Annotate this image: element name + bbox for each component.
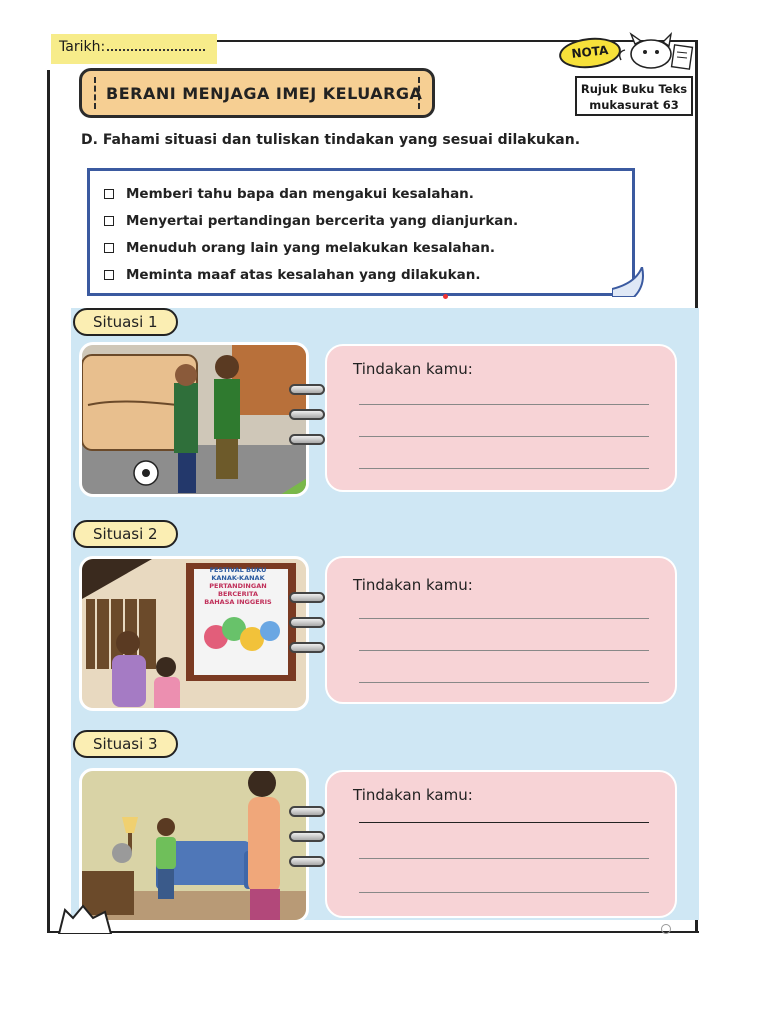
option-item	[104, 262, 632, 289]
date-blank[interactable]	[107, 39, 205, 51]
checkbox-icon[interactable]	[104, 216, 114, 226]
page-corner-mark	[661, 924, 671, 934]
worksheet-page	[47, 30, 699, 934]
situation-3-illustration	[79, 768, 309, 923]
textbook-reference	[575, 76, 693, 116]
situation-2-answer-card[interactable]	[325, 556, 677, 704]
answer-line[interactable]	[359, 404, 649, 405]
binder-ring-icon	[289, 409, 325, 420]
action-label: Tindakan kamu:	[353, 786, 473, 804]
cat-paw-icon	[55, 900, 113, 934]
situation-1-label: Situasi 1	[73, 308, 178, 336]
answer-line[interactable]	[359, 682, 649, 683]
poster-line-3: PERTANDINGAN	[209, 582, 267, 590]
situation-3-label: Situasi 3	[73, 730, 178, 758]
date-field	[51, 34, 217, 64]
situation-2-label: Situasi 2	[73, 520, 178, 548]
page-curl-icon	[612, 267, 646, 297]
option-text: Memberi tahu bapa dan mengakui kesalahan.	[126, 186, 474, 202]
action-label: Tindakan kamu:	[353, 360, 473, 378]
marker-dot	[443, 294, 448, 299]
scene-1-drawing	[82, 345, 309, 497]
option-item	[104, 181, 632, 208]
checkbox-icon[interactable]	[104, 243, 114, 253]
options-box	[87, 168, 635, 296]
action-label: Tindakan kamu:	[353, 576, 473, 594]
reference-line-1: Rujuk Buku Teks	[580, 82, 688, 96]
frame-bottom-line	[47, 931, 699, 933]
answer-line[interactable]	[359, 650, 649, 651]
reference-line-2: mukasurat 63	[589, 98, 679, 112]
answer-line[interactable]	[359, 822, 649, 823]
binder-ring-icon	[289, 856, 325, 867]
poster-line-1: FESTIVAL BUKU	[209, 566, 267, 574]
option-text: Menyertai pertandingan bercerita yang dianjurkan.	[126, 213, 519, 229]
poster-text	[191, 566, 285, 606]
situation-1-answer-card[interactable]	[325, 344, 677, 492]
binder-ring-icon	[289, 384, 325, 395]
binder-ring-icon	[289, 642, 325, 653]
option-item	[104, 235, 632, 262]
answer-line[interactable]	[359, 468, 649, 469]
cat-mascot-icon	[615, 32, 695, 72]
situation-3-answer-card[interactable]	[325, 770, 677, 918]
poster-line-2: KANAK-KANAK	[211, 574, 265, 582]
situation-1-illustration	[79, 342, 309, 497]
binder-ring-icon	[289, 831, 325, 842]
answer-line[interactable]	[359, 436, 649, 437]
frame-left-line	[47, 70, 50, 932]
option-text: Meminta maaf atas kesalahan yang dilakukan.	[126, 267, 481, 283]
answer-line[interactable]	[359, 618, 649, 619]
option-text: Menuduh orang lain yang melakukan kesalahan.	[126, 240, 496, 256]
poster-line-5: BAHASA INGGERIS	[204, 598, 272, 606]
binder-ring-icon	[289, 592, 325, 603]
binder-ring-icon	[289, 617, 325, 628]
answer-line[interactable]	[359, 892, 649, 893]
poster-line-4: BERCERITA	[218, 590, 258, 598]
binder-ring-icon	[289, 434, 325, 445]
scene-3-drawing	[82, 771, 309, 923]
binder-ring-icon	[289, 806, 325, 817]
option-item	[104, 208, 632, 235]
instruction-text: D. Fahami situasi dan tuliskan tindakan yang sesuai dilakukan.	[81, 132, 581, 148]
checkbox-icon[interactable]	[104, 270, 114, 280]
answer-line[interactable]	[359, 858, 649, 859]
options-list	[90, 171, 632, 289]
nota-badge: NOTA	[558, 35, 623, 71]
page-title: BERANI MENJAGA IMEJ KELUARGA	[106, 84, 423, 103]
checkbox-icon[interactable]	[104, 189, 114, 199]
title-banner	[79, 68, 435, 118]
date-label: Tarikh:	[59, 39, 106, 55]
